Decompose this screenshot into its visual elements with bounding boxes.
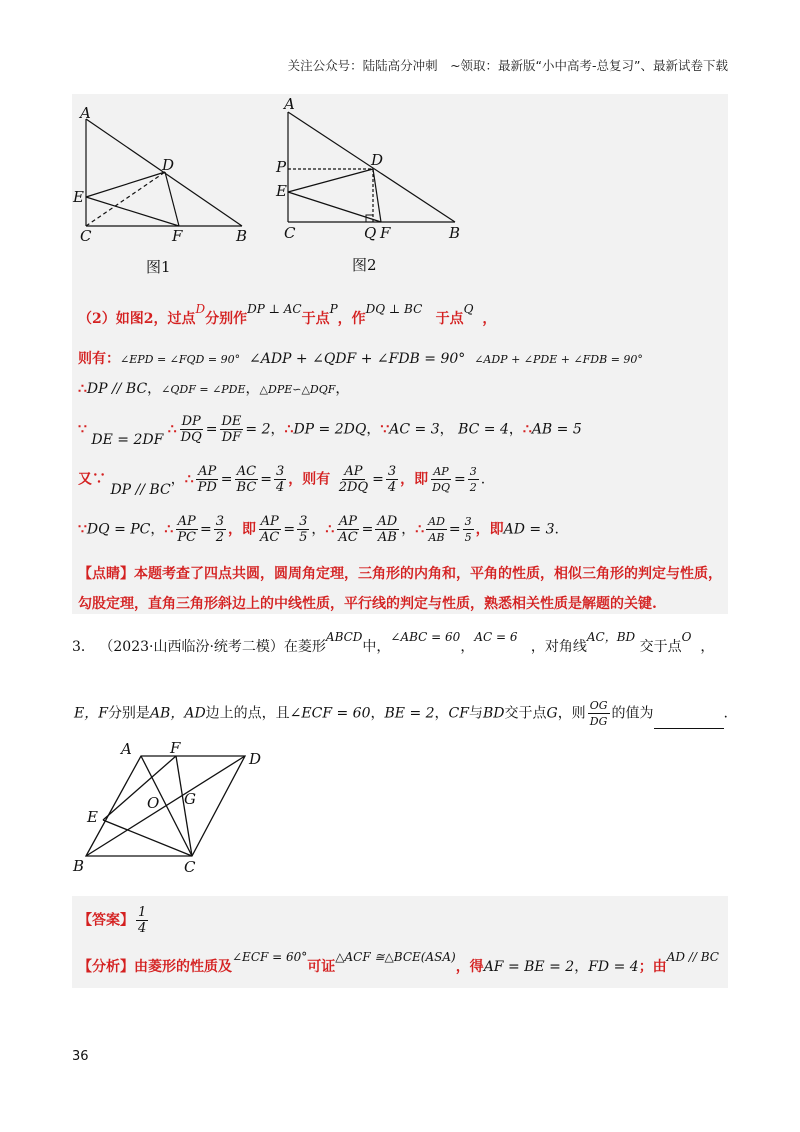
solution-line-4: ∵ DE = 2DF ∴ $\frac{DP}{DQ}$ = $\frac{DE}{DF}$ = 2，∴DP = 2DQ，∵AC = 3， BC = 4，∴AB = 5 [78,414,582,448]
fig1-seg-ed [86,172,165,197]
fig3-label-d: D [249,750,262,768]
fig2-caption: 图2 [352,256,377,274]
figure-2 [272,92,472,282]
fig1-seg-ef [86,197,179,226]
problem-3-line-1: 3． （2023·山西临汾·统考二模）在菱形ABCD中，∠ABC = 60，AC = 6 ，对角线AC，BD 交于点O ， [72,630,715,655]
solution-line-6: ∵DQ = PC，∴ $\frac{AP}{PC}$ = $\frac{3}{2}$ ，即 $\frac{AP}{AC}$ = $\frac{3}{5}$ ，∴ $\frac{AP}{AC}$ = $\frac{AD}{AB}$ ，∴ $\frac{AD}{AB}$ = $\frac{3}{5}$ ，即AD = 3. [78,514,559,545]
answer-line: 【答案】 $\frac{1}{4}$ [78,905,147,936]
solution-note-line-2: 勾股定理，直角三角形斜边上的中线性质，平行线的判定与性质，熟悉相关性质是解题的关键. [78,596,657,612]
fig3-label-b: B [73,857,85,875]
solution-line-1: （2）如图2，过点D分别作DP ⊥ AC于点P，作DQ ⊥ BC 于点Q ， [78,302,497,327]
fig3-seg-ce [103,820,192,856]
fig2-seg-df [373,169,381,222]
fig2-label-b: B [449,224,461,242]
fig3-label-c: C [184,858,196,876]
fig1-label-a: A [80,104,91,122]
fig1-seg-df [165,172,179,226]
fig2-label-d: D [371,151,384,169]
fig2-seg-ef [288,192,381,222]
fig2-label-p: P [276,158,287,176]
page-number: 36 [72,1049,89,1064]
fig3-seg-ef [103,756,176,820]
fig1-label-c: C [80,227,92,245]
analysis-tag: 【分析】 [78,959,134,975]
analysis-line: 【分析】由菱形的性质及∠ECF = 60°可证△ACF ≅△BCE(ASA)，得AF = BE = 2，FD = 4；由AD // BC [78,950,719,975]
answer-blank [654,714,724,729]
fig3-diagonal-bd [86,756,245,856]
fig1-label-e: E [73,188,84,206]
fig1-caption: 图1 [146,258,171,276]
problem-number: 3． [72,639,95,655]
fig2-label-c: C [284,224,296,242]
figure-3-rhombus [66,738,276,878]
solution-note-line-1: 【点睛】本题考查了四点共圆，圆周角定理，三角形的内角和，平角的性质，相似三角形的判定与性质， [78,566,722,582]
answer-tag: 【答案】 [78,912,134,929]
fig1-label-f: F [172,227,183,245]
fig1-label-b: B [236,227,248,245]
fig3-label-a: A [121,740,132,758]
fig1-label-d: D [162,156,175,174]
fig2-label-q: Q [364,224,377,242]
fig2-seg-ed [288,169,373,192]
fig3-label-g: G [184,790,196,808]
note-tag: 【点睛】 [78,566,134,582]
problem-3-line-2: E，F分别是AB，AD边上的点，且∠ECF = 60，BE = 2，CF与BD交于点G，则 $\frac{OG}{DG}$ 的值为 . [74,699,728,728]
solution-line-5: 又∵ DP // BC，∴ $\frac{AP}{PD}$ = $\frac{AC}{BC}$ = $\frac{3}{4}$ ，则有 $\frac{AP}{2DQ}$ = $\frac{3}{4}$ ，即 $\frac{AP}{DQ}$ = $\frac{3}{2}$ . [78,464,486,498]
figure-1 [72,96,272,282]
fig3-label-e: E [87,808,98,826]
fig3-label-f: F [170,739,181,757]
solution-line-3: ∴DP // BC，∠QDF = ∠PDE，△DPE∽△DQF， [78,381,350,397]
fig2-label-a: A [284,95,295,113]
fig2-label-e: E [276,182,287,200]
fig3-label-o: O [147,794,160,812]
fig2-label-f: F [380,224,391,242]
solution-line-2: 则有：∠EPD = ∠FQD = 90° ∠ADP + ∠QDF + ∠FDB = 90° ∠ADP + ∠PDE + ∠FDB = 90° [78,351,643,367]
page-header: 关注公众号：陆陆高分冲刺 ~领取：最新版“小中高考-总复习”、最新试卷下载 [287,58,728,73]
